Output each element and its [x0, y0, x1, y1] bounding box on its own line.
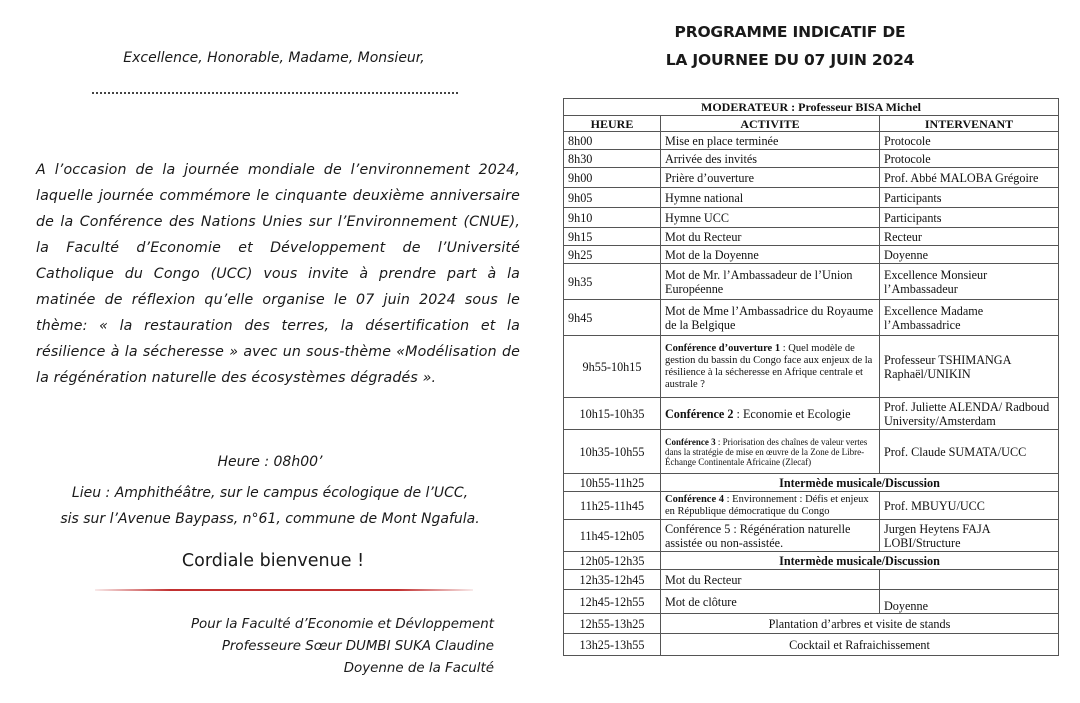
row-activity	[661, 188, 880, 208]
row-speaker: Prof. Juliette ALENDA/ Radboud University/Amsterdam	[880, 398, 1059, 430]
table-row	[564, 634, 1059, 656]
event-place	[0, 480, 540, 532]
activity-text: Arrivée des invités	[665, 151, 758, 166]
row-time: 10h35-10h55	[564, 430, 661, 474]
programme-title-line-2: LA JOURNEE DU 07 JUIN 2024	[665, 51, 915, 69]
row-time: 8h30	[564, 150, 661, 168]
row-merged-activity: Cocktail et Rafraichissement	[661, 634, 1059, 656]
salutation: Excellence, Honorable, Madame, Monsieur,	[123, 50, 425, 66]
activity-text: Mot de la Doyenne	[665, 247, 759, 262]
row-activity	[661, 132, 880, 150]
table-row	[564, 552, 1059, 570]
conference-label: Conférence 2	[665, 406, 734, 421]
table-row	[564, 132, 1059, 150]
activity-text: : Quel modèle de gestion du bassin du Congo face aux enjeux de la résilience à la sécheresse en Afrique centrale et australe ?	[665, 342, 873, 390]
row-speaker: Excellence Monsieur l’Ambassadeur	[880, 264, 1059, 300]
activity-text: Mot du Recteur	[665, 229, 742, 244]
row-speaker: Doyenne	[880, 246, 1059, 264]
header-heure: HEURE	[564, 116, 661, 132]
row-activity	[661, 246, 880, 264]
row-activity	[661, 228, 880, 246]
row-speaker: Prof. Abbé MALOBA Grégoire	[880, 168, 1059, 188]
row-time: 11h45-12h05	[564, 520, 661, 552]
place-line-2: sis sur l’Avenue Baypass, n°61, commune de Mont Ngafula.	[60, 511, 480, 527]
activity-text: Hymne national	[665, 190, 744, 205]
table-row	[564, 430, 1059, 474]
row-time: 12h35-12h45	[564, 570, 661, 590]
table-row	[564, 570, 1059, 590]
row-time: 8h00	[564, 132, 661, 150]
activity-text: Conférence 5 : Régénération naturelle assistée ou non-assistée.	[665, 521, 851, 550]
row-time: 12h45-12h55	[564, 590, 661, 614]
table-row	[564, 168, 1059, 188]
row-activity	[661, 520, 880, 552]
activity-text: Mot de clôture	[665, 594, 737, 609]
programme-rows	[564, 132, 1059, 656]
row-time: 12h55-13h25	[564, 614, 661, 634]
row-time: 9h10	[564, 208, 661, 228]
table-row	[564, 300, 1059, 336]
programme-title	[600, 18, 980, 74]
header-activite: ACTIVITE	[661, 116, 880, 132]
row-activity	[661, 570, 880, 590]
programme-table	[563, 98, 1059, 656]
row-speaker: Prof. MBUYU/UCC	[880, 492, 1059, 520]
event-hour: Heure : 08h00’	[217, 454, 323, 470]
place-line-1: Lieu : Amphithéâtre, sur le campus écologique de l’UCC,	[71, 485, 469, 501]
welcome-text: Cordiale bienvenue !	[181, 551, 365, 571]
row-speaker: Protocole	[880, 150, 1059, 168]
activity-text: Mise en place terminée	[665, 133, 779, 148]
row-time: 9h25	[564, 246, 661, 264]
table-row	[564, 492, 1059, 520]
table-row	[564, 474, 1059, 492]
table-row	[564, 188, 1059, 208]
row-time: 10h55-11h25	[564, 474, 661, 492]
activity-text: Mot du Recteur	[665, 572, 742, 587]
row-time: 9h45	[564, 300, 661, 336]
row-speaker	[880, 570, 1059, 590]
row-speaker: Professeur TSHIMANGA Raphaël/UNIKIN	[880, 336, 1059, 398]
red-divider	[95, 589, 473, 591]
table-row	[564, 208, 1059, 228]
sign-line-1: Pour la Faculté d’Economie et Dévloppement	[190, 617, 494, 632]
activity-text: : Priorisation des chaînes de valeur vertes dans la stratégie de mise en œuvre de la Zone de Libre-Échange Continentale Africaine (Zlecaf)	[665, 436, 868, 467]
row-activity	[661, 336, 880, 398]
table-row	[564, 264, 1059, 300]
table-row	[564, 228, 1059, 246]
conference-label: Conférence d’ouverture 1	[665, 342, 781, 354]
row-speaker: Jurgen Heytens FAJA LOBI/Structure	[880, 520, 1059, 552]
row-merged-activity: Intermède musicale/Discussion	[661, 474, 1059, 492]
table-row	[564, 246, 1059, 264]
row-activity	[661, 590, 880, 614]
row-speaker: Doyenne	[880, 590, 1059, 614]
row-time: 13h25-13h55	[564, 634, 661, 656]
table-row	[564, 520, 1059, 552]
row-time: 9h35	[564, 264, 661, 300]
moderator-row: MODERATEUR : Professeur BISA Michel	[564, 99, 1059, 116]
sign-line-3: Doyenne de la Faculté	[343, 661, 494, 676]
table-row	[564, 614, 1059, 634]
conference-label: Conférence 3	[665, 436, 716, 447]
row-time: 9h15	[564, 228, 661, 246]
row-activity	[661, 430, 880, 474]
activity-text: Mot de Mr. l’Ambassadeur de l’Union Européenne	[665, 267, 853, 296]
invitation-body: A l’occasion de la journée mondiale de l’environnement 2024, laquelle journée commémore le cinquante deuxième anniversaire de la Conférence des Nations Unies sur l’Environnement (CNUE), la Faculté d’Economie et Développement de l’Université Catholique du Congo (UCC) vous invite à prendre part à la matinée de réflexion qu’elle organise le 07 juin 2024 sous le thème: « la restauration des terres, la désertification et la résilience à la sécheresse » avec un sous-thème «Modélisation de la régénération naturelle des écosystèmes dégradés ».	[36, 162, 520, 386]
row-activity	[661, 208, 880, 228]
row-speaker: Prof. Claude SUMATA/UCC	[880, 430, 1059, 474]
conference-label: Conférence 4	[665, 493, 724, 505]
sign-line-2: Professeure Sœur DUMBI SUKA Claudine	[221, 639, 494, 654]
table-row	[564, 590, 1059, 614]
row-activity	[661, 492, 880, 520]
row-activity	[661, 264, 880, 300]
signature-block	[191, 614, 494, 680]
row-time: 9h00	[564, 168, 661, 188]
row-speaker: Excellence Madame l’Ambassadrice	[880, 300, 1059, 336]
row-speaker: Recteur	[880, 228, 1059, 246]
row-time: 9h05	[564, 188, 661, 208]
row-activity	[661, 300, 880, 336]
row-time: 9h55-10h15	[564, 336, 661, 398]
row-activity	[661, 398, 880, 430]
row-speaker: Protocole	[880, 132, 1059, 150]
row-activity	[661, 168, 880, 188]
table-row	[564, 398, 1059, 430]
row-merged-activity: Plantation d’arbres et visite de stands	[661, 614, 1059, 634]
row-merged-activity: Intermède musicale/Discussion	[661, 552, 1059, 570]
row-time: 10h15-10h35	[564, 398, 661, 430]
activity-text: : Environnement : Défis et enjeux en République démocratique du Congo	[665, 493, 869, 517]
row-activity	[661, 150, 880, 168]
programme-title-line-1: PROGRAMME INDICATIF DE	[674, 23, 906, 41]
activity-text: Mot de Mme l’Ambassadrice du Royaume de la Belgique	[665, 303, 874, 332]
table-row	[564, 150, 1059, 168]
header-intervenant: INTERVENANT	[880, 116, 1059, 132]
row-time: 12h05-12h35	[564, 552, 661, 570]
row-speaker: Participants	[880, 208, 1059, 228]
activity-text: Prière d’ouverture	[665, 170, 754, 185]
dotted-line	[92, 88, 458, 94]
table-row	[564, 336, 1059, 398]
row-time: 11h25-11h45	[564, 492, 661, 520]
activity-text: Hymne UCC	[665, 210, 729, 225]
row-speaker: Participants	[880, 188, 1059, 208]
activity-text: : Economie et Ecologie	[733, 406, 851, 421]
